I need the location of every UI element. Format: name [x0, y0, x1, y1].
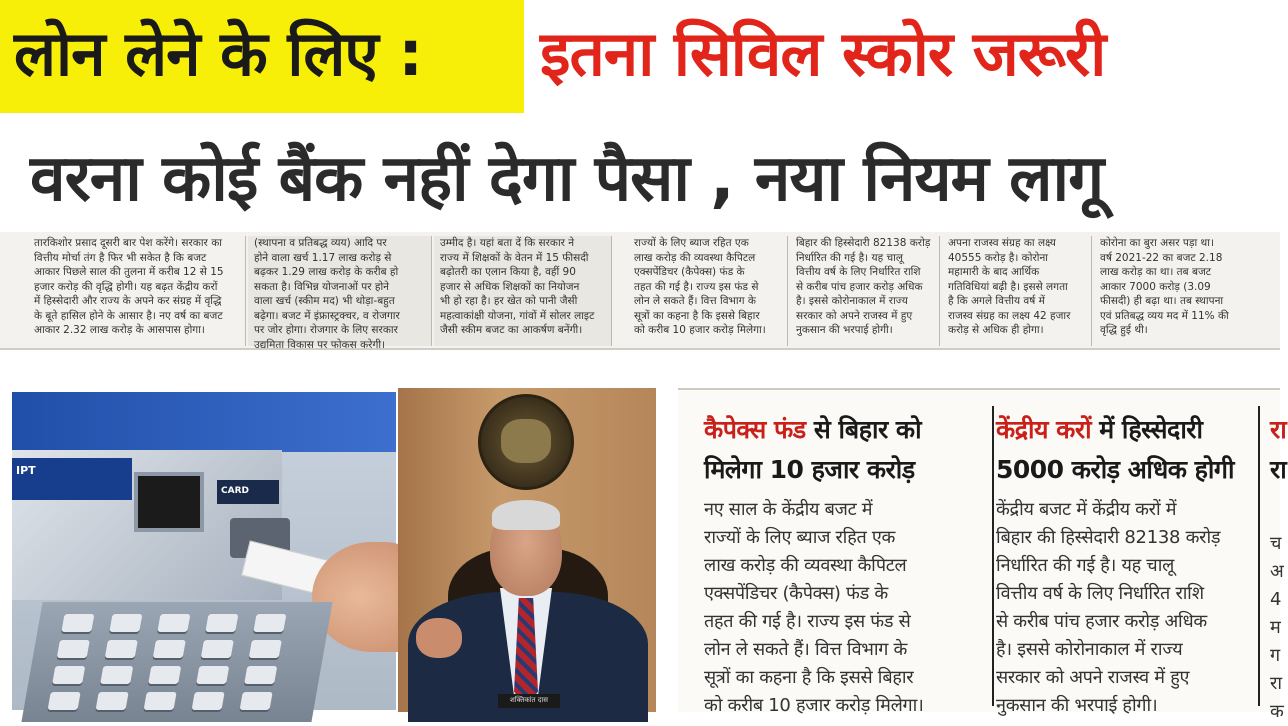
text-line: लोन ले सकते हैं। वित्त विभाग के [704, 639, 908, 660]
atm-key [192, 692, 225, 710]
atm-key [109, 614, 142, 632]
text-line: च [1270, 533, 1282, 554]
text-line: राजस्व संग्रह का लक्ष्य 42 हजार [948, 309, 1071, 322]
atm-key [96, 692, 129, 710]
text-line: अ [1270, 561, 1284, 582]
headline-second-line: मिलेगा 10 हजार करोड़ [704, 455, 915, 484]
text-line: तारकिशोर प्रसाद दूसरी बार पेश करेंगे। सरकार का [34, 237, 222, 249]
atm-key [61, 614, 94, 632]
atm-key [48, 692, 81, 710]
clipping-article-central-tax [992, 406, 1242, 716]
article-headline [996, 412, 1242, 446]
text-line: होने वाला खर्च 1.17 लाख करोड़ से [254, 251, 392, 264]
text-line: वाला खर्च (स्कीम मद) भी थोड़ा-बहुत [254, 295, 395, 307]
atm-key [249, 640, 282, 658]
text-line: उम्मीद है। यहां बता दें कि सरकार ने [440, 237, 575, 249]
text-line: आकार 7000 करोड़ (3.09 [1100, 280, 1211, 293]
text-line: तहत की गई है। राज्य इस फंड से [634, 280, 759, 293]
text-line: लाख करोड़ की व्यवस्था कैपिटल [634, 251, 756, 264]
headline-second-line: 5000 करोड़ अधिक होगी [996, 455, 1234, 484]
article-headline [704, 412, 994, 446]
atm-key [196, 666, 229, 684]
text-line: हजार करोड़ की वृद्धि होगी। यह बढ़त केंद्रीय करों [34, 280, 218, 293]
text-line: लोन ले सकते हैं। वित्त विभाग के [634, 295, 756, 307]
newspaper-strip [0, 232, 1280, 350]
rbi-seal-tiger [501, 419, 551, 463]
text-line: सकता है। विभिन्न योजनाओं पर होने [254, 280, 390, 293]
text-line: को करीब 10 हजार करोड़ मिलेगा। [704, 695, 924, 716]
text-line: कोरोना का बुरा असर पड़ा था। [1100, 237, 1214, 249]
atm-key [253, 614, 286, 632]
atm-key [205, 614, 238, 632]
text-line: 4 [1270, 589, 1282, 610]
strip-column-2 [248, 236, 432, 351]
text-line: ग [1270, 645, 1280, 666]
text-line: रा [1270, 673, 1282, 694]
nameplate: शक्तिकांत दास [498, 694, 560, 708]
text-line: लाख करोड़ का था। तब बजट [1100, 266, 1212, 278]
text-line: से करीब पांच हजार करोड़ अधिक [796, 280, 923, 293]
atm-card-label: CARD [217, 480, 279, 504]
rbi-seal-emblem [478, 394, 574, 490]
article-body [996, 496, 1242, 720]
strip-column-5 [790, 236, 940, 346]
headline-second-line: रा [1270, 455, 1287, 484]
strip-column-7 [1094, 236, 1246, 346]
text-line: हजार से अधिक शिक्षकों का नियोजन [440, 280, 580, 293]
text-line: गतिविधियां बढ़ी है। इससे लगता [948, 280, 1068, 293]
text-line: केंद्रीय बजट में केंद्रीय करों में [996, 499, 1177, 520]
strip-column-6 [942, 236, 1092, 346]
atm-key [244, 666, 277, 684]
headline-line1-left: लोन लेने के लिए : [14, 17, 423, 90]
headline-red-part: कैपेक्स फंड [704, 415, 806, 444]
atm-key [144, 692, 177, 710]
text-line: है। इससे कोरोनाकाल में राज्य [796, 295, 908, 307]
atm-key [148, 666, 181, 684]
atm-top-panel [12, 392, 396, 452]
text-line: वृद्धि हुई थी। [1100, 324, 1148, 336]
text-line: फीसदी) ही बढ़ा था। तब स्थापना [1100, 295, 1224, 307]
text-line: महामारी के बाद आर्थिक [948, 266, 1040, 278]
text-line: निर्धारित की गई है। यह चालू [996, 555, 1175, 576]
text-line: बिहार की हिस्सेदारी 82138 करोड़ [996, 527, 1221, 548]
text-line: राज्यों के लिए ब्याज रहित एक [634, 237, 749, 249]
atm-key [57, 640, 90, 658]
text-line: भी हो रहा है। हर खेत को पानी जैसी [440, 295, 578, 307]
text-line: सूत्रों का कहना है कि इससे बिहार [704, 667, 914, 688]
text-line: है कि अगले वित्तीय वर्ष में [948, 295, 1045, 307]
text-line: करोड़ से अधिक ही होगा। [948, 324, 1044, 336]
headline-red-part: केंद्रीय करों [996, 415, 1092, 444]
atm-key [52, 666, 85, 684]
text-line: पर जोर होगा। रोजगार के लिए सरकार [254, 324, 398, 336]
text-line: है। इससे कोरोनाकाल में राज्य [996, 639, 1183, 660]
person-hair [492, 500, 560, 530]
text-line: आकार पिछले साल की तुलना में करीब 12 से 15 [34, 266, 224, 278]
text-line: बढ़ोतरी का एलान किया है, वहीं 90 [440, 266, 576, 278]
atm-receipt-slot [134, 472, 204, 532]
text-line: म [1270, 617, 1281, 638]
text-line: सूत्रों का कहना है कि इससे बिहार [634, 309, 760, 322]
text-line: बिहार की हिस्सेदारी 82138 करोड़ [796, 237, 931, 249]
atm-receipt-label: IPT [16, 464, 36, 477]
atm-key [105, 640, 138, 658]
text-line: तहत की गई है। राज्य इस फंड से [704, 611, 911, 632]
atm-keypad [21, 602, 332, 722]
atm-receipt-panel [12, 458, 132, 500]
text-line: बढ़कर 1.29 लाख करोड़ के करीब हो [254, 266, 399, 278]
text-line: राज्यों के लिए ब्याज रहित एक [704, 527, 896, 548]
clipping-article-cut-off [1258, 406, 1288, 722]
text-line: उद्यमिता विकास पर फोकस करेगी। [254, 338, 386, 351]
text-line: एक्सपेंडिचर (कैपेक्स) फंड के [634, 266, 745, 278]
text-line: सरकार को अपने राजस्व में हुए [996, 667, 1190, 688]
atm-key [157, 614, 190, 632]
headline-line1-right: इतना सिविल स्कोर जरूरी [540, 17, 1106, 90]
text-line: वर्ष 2021-22 का बजट 2.18 [1100, 251, 1223, 264]
text-line: राज्य में शिक्षकों के वेतन में 15 फीसदी [440, 251, 589, 264]
text-line: नुकसान की भरपाई होगी। [796, 324, 893, 336]
headline-line2: वरना कोई बैंक नहीं देगा पैसा , नया नियम लागू [30, 142, 1104, 216]
text-line: के बूते हासिल होने के आसार है। नए वर्ष का बजट [34, 309, 223, 322]
atm-key [240, 692, 273, 710]
text-line: में हिस्सेदारी और राज्य के अपने कर संग्रह में वृद्धि [34, 295, 222, 307]
headline-black-part: में हिस्सेदारी [1091, 415, 1203, 444]
text-line: वित्तीय वर्ष के लिए निर्धारित राशि [996, 583, 1204, 604]
atm-photo [12, 392, 396, 710]
atm-key [100, 666, 133, 684]
news-clipping [678, 388, 1287, 722]
text-line: नए साल के केंद्रीय बजट में [704, 499, 873, 520]
text-line: (स्थापना व प्रतिबद्ध व्यय) आदि पर [254, 237, 387, 249]
strip-column-3 [434, 236, 612, 346]
text-line: को करीब 10 हजार करोड़ मिलेगा। [634, 324, 766, 336]
text-line: अपना राजस्व संग्रह का लक्ष्य [948, 237, 1056, 249]
text-line: बढ़ेगा। बजट में इंफ्रास्ट्रक्चर, व रोजगार [254, 309, 400, 322]
text-line: महत्वाकांक्षी योजना, गांवों में सोलर लाइट [440, 309, 595, 322]
strip-column-4 [628, 236, 788, 346]
text-line: एवं प्रतिबद्ध व्यय मद में 11% की [1100, 309, 1229, 322]
text-line: वित्तीय मोर्चा तंग है फिर भी सकेत है कि बजट [34, 251, 207, 264]
article-body [704, 496, 994, 720]
text-line: 40555 करोड़ है। कोरोना [948, 251, 1049, 264]
text-line: वित्तीय वर्ष के लिए निर्धारित राशि [796, 266, 921, 278]
text-line: सरकार को अपने राजस्व में हुए [796, 309, 913, 322]
text-line: लाख करोड़ की व्यवस्था कैपिटल [704, 555, 907, 576]
text-line: क [1270, 701, 1284, 722]
strip-column-1 [28, 236, 246, 346]
text-line: निर्धारित की गई है। यह चालू [796, 251, 903, 264]
headline-red-part: रा [1270, 415, 1287, 444]
text-line: जैसी स्कीम बजट का आकर्षण बनेंगी। [440, 324, 583, 336]
article-body [1270, 530, 1288, 726]
headline-black-part: से बिहार को [805, 415, 922, 444]
clipping-article-capex [704, 406, 994, 720]
text-line: से करीब पांच हजार करोड़ अधिक [996, 611, 1207, 632]
atm-key [153, 640, 186, 658]
text-line: एक्सपेंडिचर (कैपेक्स) फंड के [704, 583, 888, 604]
text-line: नुकसान की भरपाई होगी। [996, 695, 1158, 716]
rbi-governor-photo [398, 388, 656, 712]
atm-key [201, 640, 234, 658]
person-gesturing-hand [416, 618, 462, 658]
text-line: आकार 2.32 लाख करोड़ के आसपास होगा। [34, 324, 205, 336]
